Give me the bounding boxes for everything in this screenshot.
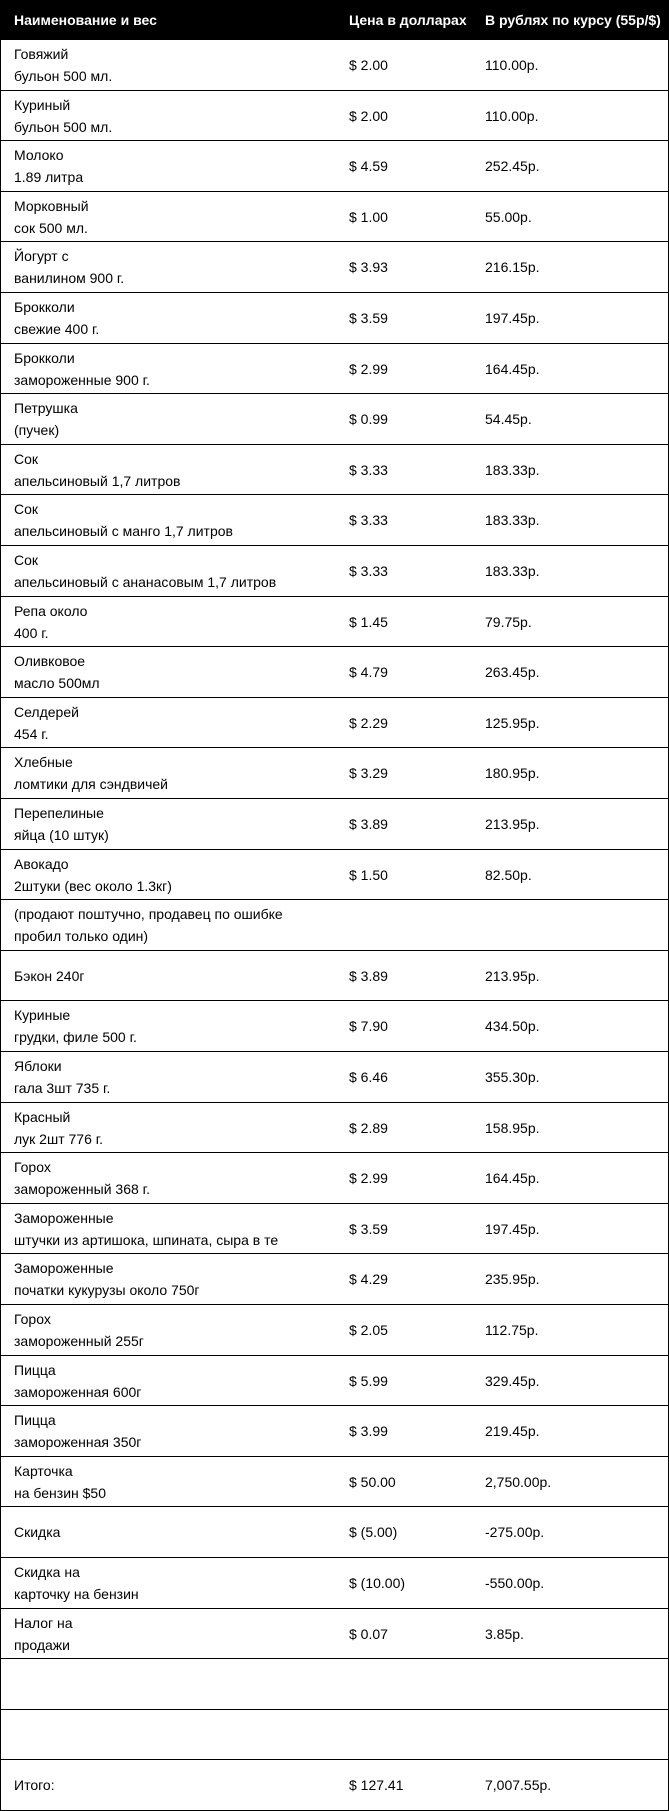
item-name-line: грудки, филе 500 г. — [14, 1029, 137, 1045]
table-row — [1, 1507, 668, 1558]
item-name — [14, 1106, 344, 1150]
item-name-line: свежие 400 г. — [14, 321, 100, 337]
item-name-line: Карточка — [14, 1462, 73, 1479]
item-name — [14, 397, 344, 441]
header-rub: В рублях по курсу (55р/$) — [485, 12, 661, 28]
price-usd: $ 7.90 — [349, 1018, 388, 1034]
price-usd: $ 127.41 — [349, 1777, 404, 1793]
price-usd: $ 50.00 — [349, 1473, 396, 1490]
price-rub: 110.00р. — [485, 107, 539, 124]
item-name — [14, 1156, 344, 1200]
item-name-line: Скидка — [14, 1524, 61, 1540]
item-name-line: масло 500мл — [14, 675, 100, 691]
item-name — [14, 1460, 344, 1504]
price-rub: 55.00р. — [485, 208, 532, 225]
item-name-line: Репа около — [14, 602, 88, 619]
table-row — [1, 394, 668, 445]
item-name — [14, 903, 344, 947]
item-name-line: Йогурт с — [14, 248, 69, 264]
item-name — [14, 1359, 344, 1403]
table-row — [1, 1609, 668, 1659]
price-rub: 213.95р. — [485, 816, 540, 832]
item-name-line: Сок — [14, 552, 39, 568]
item-name-line: 400 г. — [14, 624, 49, 641]
table-row — [1, 344, 668, 394]
price-rub: 183.33р. — [485, 461, 540, 478]
price-usd: $ 2.00 — [349, 107, 388, 124]
price-rub: 112.75р. — [485, 1322, 539, 1338]
price-rub: 355.30р. — [485, 1069, 540, 1085]
price-usd: $ 1.00 — [349, 208, 388, 225]
item-name-line: Авокадо — [14, 855, 69, 872]
item-name-line: Красный — [14, 1108, 71, 1125]
price-usd: $ 4.29 — [349, 1271, 388, 1287]
item-name — [14, 1308, 344, 1352]
table-row — [1, 1356, 668, 1406]
item-name-line: Пицца — [14, 1412, 56, 1428]
price-rub: 183.33р. — [485, 512, 540, 528]
table-row — [1, 445, 668, 495]
item-name — [14, 43, 344, 87]
item-name — [14, 347, 344, 391]
item-name-line: лук 2шт 776 г. — [14, 1130, 104, 1147]
price-rub: -275.00р. — [485, 1524, 545, 1540]
table-row — [1, 1659, 668, 1710]
item-name-line: сок 500 мл. — [14, 219, 88, 236]
table-row — [1, 799, 668, 850]
price-usd: $ 4.79 — [349, 664, 388, 680]
table-row — [1, 1204, 668, 1254]
item-name-line: ломтики для сэндвичей — [14, 776, 168, 792]
item-name-line: Селдерей — [14, 703, 79, 720]
item-name-line: яйца (10 штук) — [14, 827, 109, 843]
price-usd: $ 3.33 — [349, 461, 388, 478]
item-name-line: апельсиновый с манго 1,7 литров — [14, 523, 233, 539]
item-name-line: апельсиновый 1,7 литров — [14, 472, 181, 489]
header-name: Наименование и вес — [14, 12, 157, 28]
table-row — [1, 1153, 668, 1204]
item-name — [14, 1055, 344, 1099]
price-usd: $ 3.99 — [349, 1423, 388, 1439]
price-rub: 252.45р. — [485, 158, 540, 174]
item-name-line: замороженная 600г — [14, 1383, 142, 1400]
item-name-line: Сок — [14, 501, 39, 517]
total-row — [1, 1760, 668, 1811]
item-name — [14, 1207, 344, 1251]
table-row — [1, 546, 668, 597]
item-name-line: Яблоки — [14, 1058, 62, 1074]
price-rub: 158.95р. — [485, 1119, 540, 1136]
item-name-line: Хлебные — [14, 754, 73, 770]
item-name — [14, 245, 344, 289]
item-name — [14, 1561, 344, 1605]
item-name-line: Горох — [14, 1311, 51, 1327]
item-name-line: карточку на бензин — [14, 1586, 139, 1602]
table-row — [1, 495, 668, 546]
table-row — [1, 1052, 668, 1103]
table-row — [1, 748, 668, 799]
price-rub: 180.95р. — [485, 765, 540, 781]
item-name-line: штучки из артишока, шпината, сыра в те — [14, 1231, 279, 1248]
table-row — [1, 850, 668, 900]
item-name — [14, 1257, 344, 1301]
price-rub: 235.95р. — [485, 1271, 540, 1287]
price-rub: 219.45р. — [485, 1423, 540, 1439]
price-usd: $ 2.99 — [349, 360, 388, 377]
price-usd: $ 3.33 — [349, 512, 388, 528]
price-rub: 197.45р. — [485, 1220, 540, 1237]
item-name-line: Молоко — [14, 147, 64, 163]
item-name — [14, 195, 344, 239]
table-row — [1, 91, 668, 141]
table-row — [1, 1001, 668, 1052]
price-usd: $ 3.93 — [349, 259, 388, 275]
table-row — [1, 698, 668, 748]
item-name-line: 454 г. — [14, 725, 49, 742]
price-rub: 434.50р. — [485, 1018, 540, 1034]
price-rub: 82.50р. — [485, 866, 532, 883]
price-usd: $ 3.89 — [349, 967, 388, 984]
price-usd: $ 3.29 — [349, 765, 388, 781]
item-name — [14, 94, 344, 138]
item-name-line: (пучек) — [14, 422, 60, 438]
table-row — [1, 192, 668, 242]
table-row — [1, 1305, 668, 1356]
price-rub: 183.33р. — [485, 563, 540, 579]
item-name-line: Итого: — [14, 1777, 55, 1793]
price-rub: 79.75р. — [485, 613, 532, 630]
item-name — [14, 1774, 344, 1796]
table-row — [1, 951, 668, 1001]
price-rub: 3.85р. — [485, 1625, 524, 1642]
item-name — [14, 498, 344, 542]
header-usd: Цена в долларах — [349, 12, 467, 28]
item-name — [14, 549, 344, 593]
price-usd: $ 5.99 — [349, 1372, 388, 1389]
item-name-line: замороженная 350г — [14, 1434, 142, 1450]
item-name — [14, 751, 344, 795]
item-name-line: 2штуки (вес около 1.3кг) — [14, 877, 172, 894]
item-name-line: ванилином 900 г. — [14, 270, 125, 286]
item-name-line: Перепелиные — [14, 805, 104, 821]
item-name-line: на бензин $50 — [14, 1484, 107, 1501]
item-name-line: Бэкон 240г — [14, 967, 85, 984]
item-name-line: початки кукурузы около 750г — [14, 1282, 200, 1298]
price-usd: $ 2.89 — [349, 1119, 388, 1136]
item-name — [14, 1409, 344, 1453]
item-name — [14, 1521, 344, 1543]
item-name — [14, 650, 344, 694]
price-usd: $ 3.59 — [349, 310, 388, 326]
price-rub: 329.45р. — [485, 1372, 540, 1389]
item-name-line: Сок — [14, 450, 39, 467]
item-name-line: Оливковое — [14, 653, 86, 669]
table-row — [1, 900, 668, 951]
item-name-line: замороженные 900 г. — [14, 371, 150, 388]
item-name — [14, 296, 344, 340]
table-row — [1, 1406, 668, 1457]
price-usd: $ 0.99 — [349, 411, 388, 427]
item-name — [14, 802, 344, 846]
item-name-line: Пицца — [14, 1361, 56, 1378]
item-name — [14, 144, 344, 188]
price-usd: $ 2.00 — [349, 57, 388, 73]
price-usd: $ 4.59 — [349, 158, 388, 174]
price-rub: 2,750.00р. — [485, 1473, 552, 1490]
price-usd: $ 2.29 — [349, 714, 388, 731]
item-name — [14, 1004, 344, 1048]
item-name — [14, 448, 344, 492]
price-rub: 7,007.55р. — [485, 1777, 552, 1793]
table-header — [1, 0, 668, 40]
table-row — [1, 242, 668, 293]
item-name-line: 1.89 литра — [14, 169, 84, 185]
table-row — [1, 141, 668, 192]
price-rub: 213.95р. — [485, 967, 540, 984]
price-rub: 54.45р. — [485, 411, 532, 427]
table-row — [1, 1457, 668, 1507]
table-row — [1, 1254, 668, 1305]
item-name-line: Куриные — [14, 1007, 71, 1023]
item-name — [14, 600, 344, 644]
price-usd: $ 2.99 — [349, 1170, 388, 1186]
item-name — [14, 965, 344, 987]
item-name-line: бульон 500 мл. — [14, 118, 113, 135]
item-name-line: (продают поштучно, продавец по ошибке — [14, 906, 283, 922]
item-name — [14, 1612, 344, 1656]
table-row — [1, 293, 668, 344]
price-usd: $ 3.89 — [349, 816, 388, 832]
item-name-line: пробил только один) — [14, 928, 149, 944]
price-usd: $ 0.07 — [349, 1625, 388, 1642]
item-name-line: Замороженные — [14, 1209, 114, 1226]
item-name-line: Брокколи — [14, 299, 75, 315]
item-name-line: Брокколи — [14, 349, 75, 366]
table-row — [1, 1710, 668, 1760]
item-name-line: Говяжий — [14, 46, 69, 62]
table-row — [1, 1103, 668, 1153]
item-name-line: бульон 500 мл. — [14, 68, 113, 84]
item-name — [14, 853, 344, 897]
price-usd: $ 1.50 — [349, 866, 388, 883]
item-name-line: замороженный 255г — [14, 1333, 144, 1349]
price-rub: 110.00р. — [485, 57, 539, 73]
price-rub: 164.45р. — [485, 1170, 540, 1186]
price-usd: $ 6.46 — [349, 1069, 388, 1085]
price-rub: 164.45р. — [485, 360, 540, 377]
item-name-line: продажи — [14, 1636, 70, 1653]
item-name-line: Горох — [14, 1159, 51, 1175]
table-row — [1, 597, 668, 647]
price-usd: $ 3.33 — [349, 563, 388, 579]
item-name-line: Морковный — [14, 197, 89, 214]
table-row — [1, 647, 668, 698]
table-row — [1, 1558, 668, 1609]
item-name-line: гала 3шт 735 г. — [14, 1080, 111, 1096]
item-name-line: Налог на — [14, 1614, 73, 1631]
price-usd: $ 3.59 — [349, 1220, 388, 1237]
item-name-line: Петрушка — [14, 400, 78, 416]
price-rub: 125.95р. — [485, 714, 540, 731]
price-usd: $ 2.05 — [349, 1322, 388, 1338]
item-name-line: апельсиновый с ананасовым 1,7 литров — [14, 574, 277, 590]
price-rub: 216.15р. — [485, 259, 540, 275]
item-name-line: Куриный — [14, 96, 71, 113]
price-usd: $ (5.00) — [349, 1524, 398, 1540]
price-rub: 197.45р. — [485, 310, 540, 326]
price-usd: $ 1.45 — [349, 613, 388, 630]
item-name-line: Скидка на — [14, 1564, 80, 1580]
item-name-line: Замороженные — [14, 1260, 114, 1276]
table-row — [1, 40, 668, 91]
item-name — [14, 701, 344, 745]
item-name-line: замороженный 368 г. — [14, 1181, 150, 1197]
price-rub: 263.45р. — [485, 664, 540, 680]
price-rub: -550.00р. — [485, 1575, 545, 1591]
price-usd: $ (10.00) — [349, 1575, 406, 1591]
